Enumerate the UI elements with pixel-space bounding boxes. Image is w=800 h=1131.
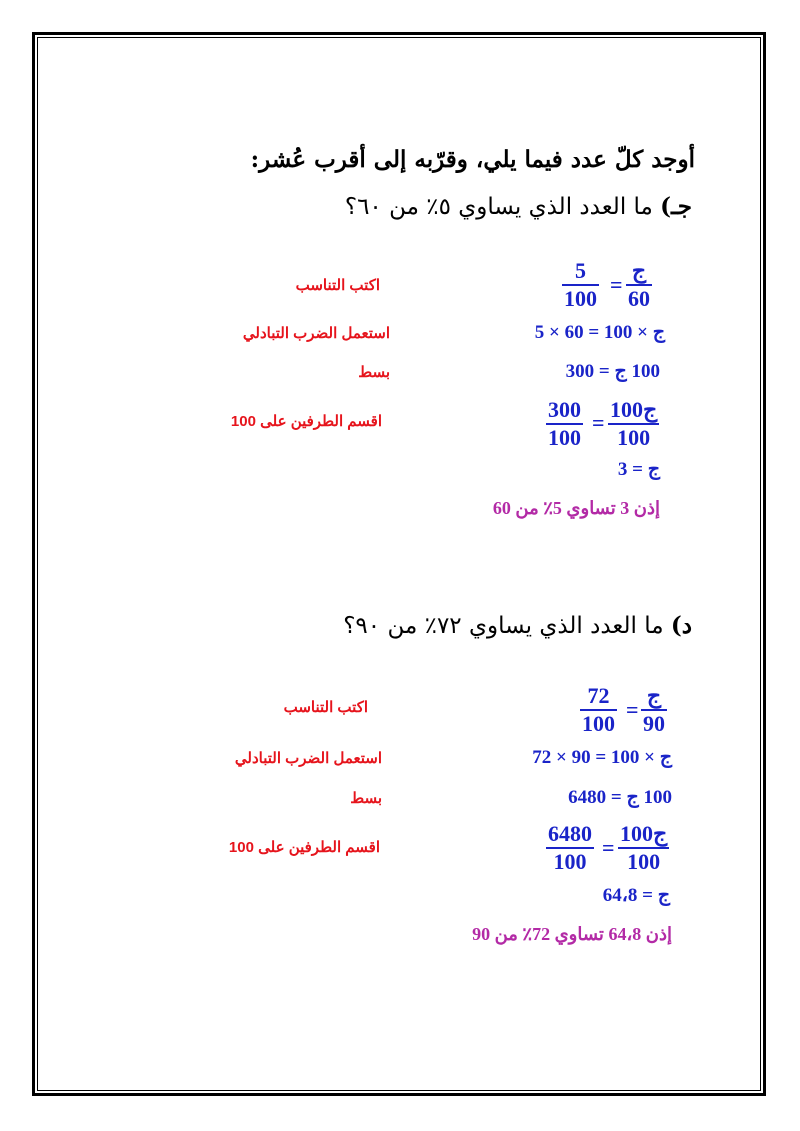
question-c — [345, 193, 692, 220]
question-c-text: ما العدد الذي يساوي ٥٪ من ٦٠؟ — [344, 194, 653, 220]
equals-sign: = — [626, 697, 639, 722]
equals-sign: = — [602, 835, 615, 860]
fraction-5-100 — [562, 260, 599, 310]
numerator: 72 — [587, 683, 610, 708]
fraction-c-60 — [626, 260, 652, 310]
denominator: 100 — [553, 849, 587, 874]
equation-simplify: 100 ج = 300 — [565, 361, 660, 382]
numerator: 100ج — [620, 821, 668, 846]
denominator: 90 — [643, 711, 665, 736]
fraction-100c-100 — [618, 823, 669, 873]
equation-cross-multiply: ج × 100 = 60 × 5 — [534, 322, 665, 343]
denominator: 60 — [628, 286, 650, 311]
instruction-heading: أوجد كلّ عدد فيما يلي، وقرّبه إلى أقرب عُشر: — [250, 146, 695, 173]
denominator: 100 — [582, 711, 615, 736]
denominator: 100 — [548, 425, 581, 450]
numerator: ج — [646, 683, 662, 708]
equation-result: ج = 64،8 — [602, 885, 670, 906]
note-divide: اقسم الطرفين على 100 — [230, 413, 382, 430]
equals-sign: = — [610, 272, 623, 297]
numerator: ج — [631, 258, 647, 283]
note-write-proportion: اكتب التناسب — [295, 277, 380, 294]
fraction-300-100 — [546, 399, 583, 449]
equation-simplify: 100 ج = 6480 — [568, 787, 672, 808]
conclusion-c: إذن 3 تساوي 5٪ من 60 — [492, 498, 660, 518]
note-cross-multiply: استعمل الضرب التبادلي — [242, 325, 390, 342]
question-d — [343, 612, 692, 639]
question-d-label: د) — [670, 612, 692, 639]
numerator: 5 — [575, 258, 586, 283]
denominator: 100 — [617, 425, 651, 450]
equation-cross-multiply: ج × 100 = 90 × 72 — [532, 747, 672, 768]
note-cross-multiply: استعمل الضرب التبادلي — [234, 750, 382, 767]
denominator: 100 — [627, 849, 661, 874]
fraction-72-100 — [580, 685, 617, 735]
conclusion-d: إذن 64،8 تساوي 72٪ من 90 — [472, 924, 672, 944]
denominator: 100 — [564, 286, 597, 311]
equation-result: ج = 3 — [617, 459, 660, 480]
fraction-100c-100 — [608, 399, 659, 449]
question-d-text: ما العدد الذي يساوي ٧٢٪ من ٩٠؟ — [343, 613, 664, 639]
question-c-label: جـ) — [660, 193, 692, 220]
note-write-proportion: اكتب التناسب — [283, 699, 368, 716]
note-simplify: بسط — [350, 790, 382, 807]
numerator: 300 — [548, 397, 581, 422]
numerator: 100ج — [610, 397, 658, 422]
fraction-6480-100 — [546, 823, 594, 873]
equals-sign: = — [592, 410, 605, 435]
note-simplify: بسط — [358, 364, 390, 381]
note-divide: اقسم الطرفين على 100 — [228, 839, 380, 856]
fraction-c-90 — [641, 685, 667, 735]
numerator: 6480 — [548, 821, 592, 846]
